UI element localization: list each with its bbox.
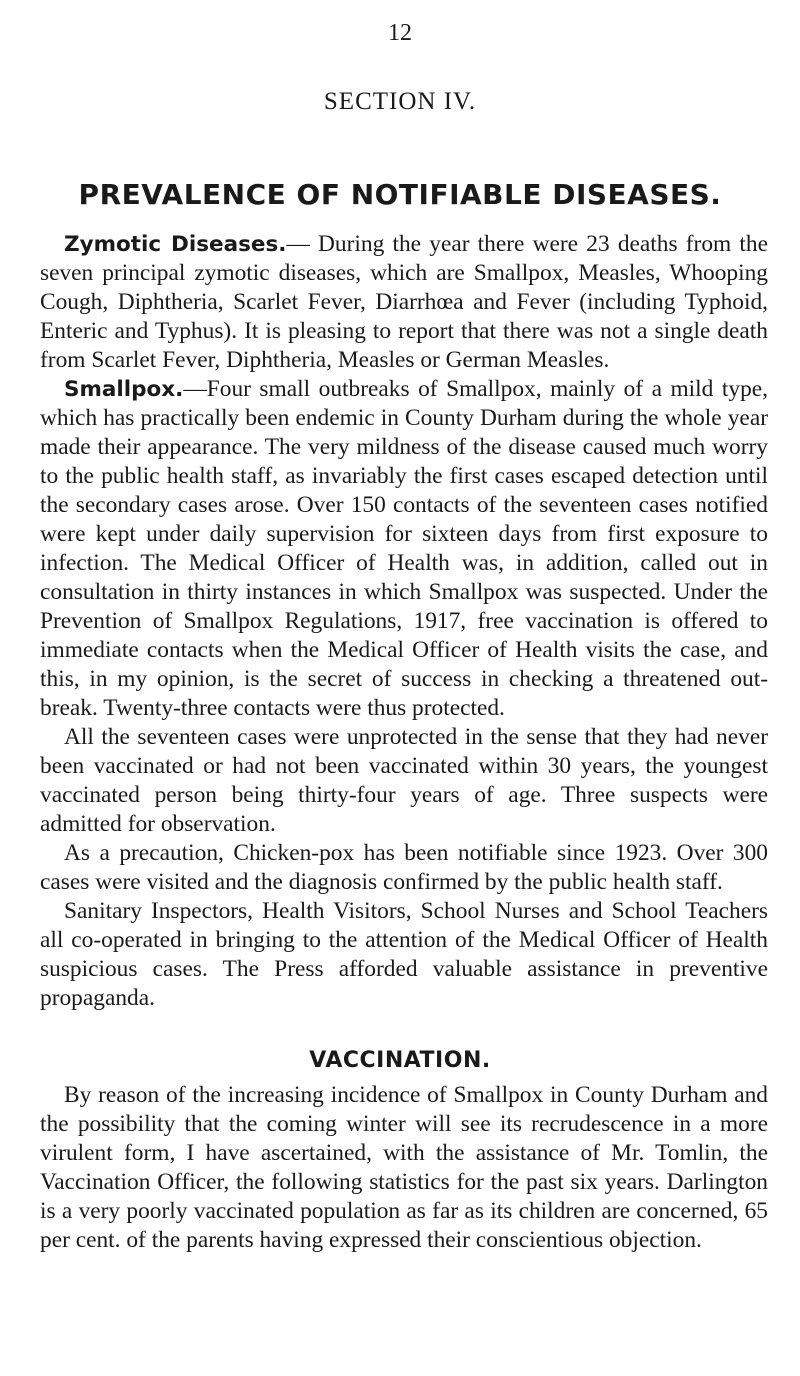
body-paragraph: As a precaution, Chicken-pox has been notifiable since 1923. Over 300 cases were visited and the diagnosis confirmed by the public health staff. (40, 840, 768, 895)
vaccination-text-block (40, 1081, 768, 1255)
zymotic-heading: Zymotic Diseases. (64, 232, 287, 257)
page-number: 12 (388, 20, 412, 46)
body-text-block (40, 230, 768, 1013)
vaccination-heading: VACCINATION. (309, 1048, 491, 1073)
zymotic-paragraph (40, 230, 768, 375)
body-paragraph: By reason of the increasing incidence of Smallpox in County Durham and the possibility that the coming winter will see its recrudescence in a more virulent form, I have ascertained, with the assistance of Mr. Tomlin, the Vaccination Officer, the following statistics for the past six years. Darlington is a very poorly vaccinated population as far as its children are concerned, 65 per cent. of the parents having expressed their conscientious objection. (40, 1082, 768, 1253)
body-paragraph: All the seventeen cases were unprotected in the sense that they had never been vaccinated or had not been vaccinated within 30 years, the youngest vaccinated person being thirty-four years of age. Three suspects were admitted for observation. (40, 724, 768, 837)
body-paragraph: Sanitary Inspectors, Health Visitors, School Nurses and School Teachers all co-operated in bringing to the attention of the Medical Officer of Health suspicious cases. The Press afforded valuable assistance in preventive propaganda. (40, 898, 768, 1011)
smallpox-text: —Four small outbreaks of Smallpox, mainly of a mild type, which has practically been endemic in County Durham during the whole year made their appearance. The very mildness of the disease caused much worry to the public health staff, as invariably the first cases escaped detection until the secondary cases arose. Over 150 contacts of the seventeen cases notified were kept under daily supervision for sixteen days from first exposure to infection. The Medical Officer of Health was, in addition, called out in consultation in thirty instances in which Smallpox was suspected. Under the Prevention of Smallpox Regulations, 1917, free vaccination is offered to immediate contacts when the Medical Officer of Health visits the case, and this, in my opinion, is the secret of success in checking a threatened out-break. Twenty-three contacts were thus protected. (40, 376, 768, 721)
zymotic-text: — During the year there were 23 deaths from the seven principal zymotic diseases, which are Smallpox, Measles, Whooping Cough, Diphtheria, Scarlet Fever, Diarrhœa and Fever (including Typhoid, Enteric and Typhus). It is pleasing to report that there was not a single death from Scarlet Fever, Diphtheria, Measles or German Measles. (40, 231, 768, 373)
smallpox-paragraph (40, 375, 768, 723)
section-label: SECTION IV. (323, 88, 477, 115)
main-heading: PREVALENCE OF NOTIFIABLE DISEASES. (78, 178, 722, 211)
smallpox-heading: Smallpox. (64, 377, 184, 402)
